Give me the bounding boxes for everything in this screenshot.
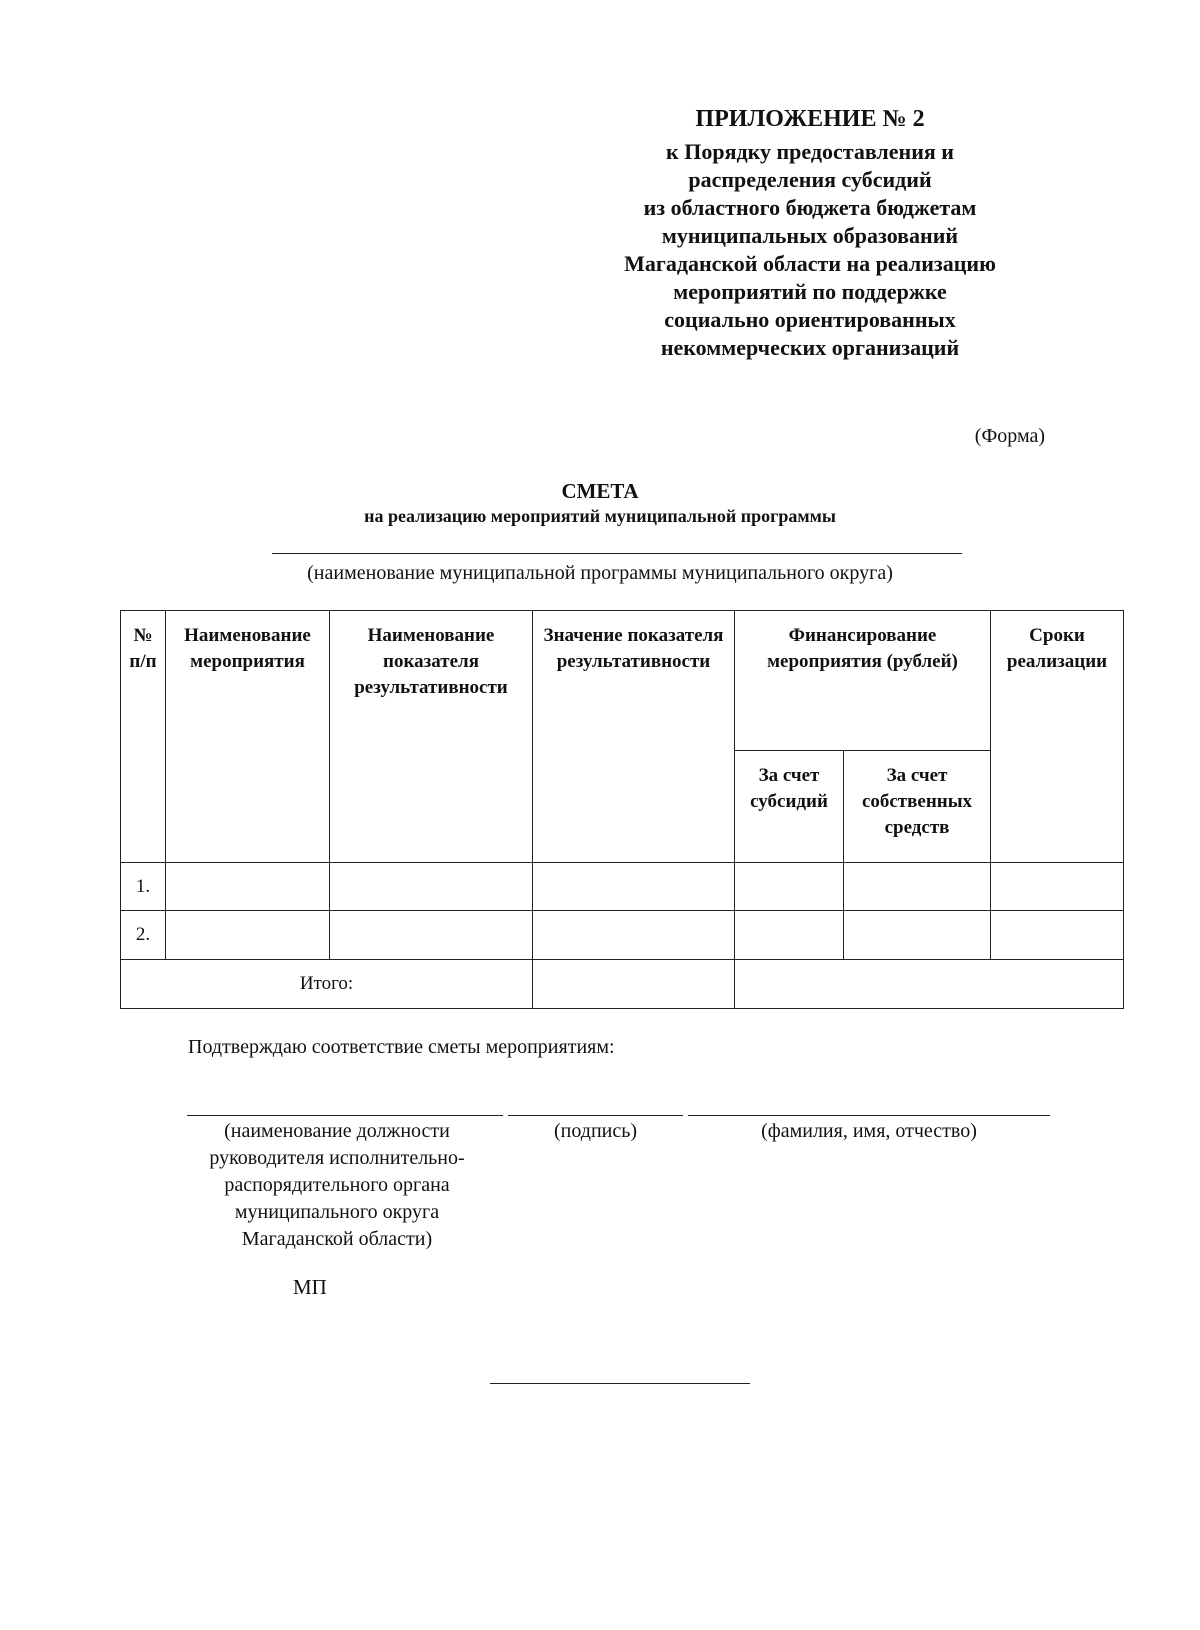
position-caption: (наименование должности руководителя исполнительно-распорядительного органа муниципального округа Магаданской области): [209, 1120, 465, 1250]
table-row: [121, 911, 1124, 960]
position-line: [187, 1115, 503, 1116]
row-number: 2.: [121, 911, 166, 960]
seal-label: МП: [293, 1275, 327, 1299]
total-label: Итого:: [121, 960, 533, 1009]
appendix-line: к Порядку предоставления и: [666, 139, 954, 164]
document-title: СМЕТА: [561, 479, 639, 503]
header-indicator-name: Наименование показателя результативности: [330, 611, 533, 863]
header-terms: Сроки реализации: [991, 611, 1124, 863]
appendix-line: социально ориентированных: [664, 307, 956, 332]
cell-event-name[interactable]: [166, 863, 330, 911]
cell-indicator-name[interactable]: [330, 863, 533, 911]
appendix-title: ПРИЛОЖЕНИЕ № 2: [695, 106, 925, 132]
appendix-line: распределения субсидий: [688, 167, 932, 192]
program-name-line: [272, 553, 962, 554]
appendix-header: [540, 104, 1080, 362]
footer-line: [490, 1383, 750, 1384]
cell-total-value[interactable]: [533, 960, 735, 1009]
full-name-line: [688, 1115, 1050, 1116]
confirmation-text: Подтверждаю соответствие сметы мероприятиям:: [188, 1036, 615, 1058]
document-subtitle: на реализацию мероприятий муниципальной программы: [364, 506, 836, 526]
cell-total-financing[interactable]: [735, 960, 1124, 1009]
estimate-table: [120, 610, 1124, 1009]
cell-terms[interactable]: [991, 863, 1124, 911]
header-indicator-value: Значение показателя результативности: [533, 611, 735, 863]
cell-event-name[interactable]: [166, 911, 330, 960]
header-financing-own: За счет собственных средств: [844, 751, 991, 863]
appendix-line: муниципальных образований: [661, 223, 959, 248]
appendix-line: некоммерческих организаций: [660, 335, 960, 360]
appendix-line: мероприятий по поддержке: [673, 279, 947, 304]
cell-indicator-value[interactable]: [533, 863, 735, 911]
cell-financing-own[interactable]: [844, 863, 991, 911]
total-row: [121, 960, 1124, 1009]
header-financing: Финансирование мероприятия (рублей): [735, 611, 991, 751]
form-label: (Форма): [974, 425, 1045, 447]
table-row: [121, 863, 1124, 911]
header-number: № п/п: [121, 611, 166, 863]
header-financing-subsidies: За счет субсидий: [735, 751, 844, 863]
appendix-line: из областного бюджета бюджетам: [643, 195, 977, 220]
program-name-caption: (наименование муниципальной программы муниципального округа): [307, 562, 893, 584]
appendix-line: Магаданской области на реализацию: [624, 251, 996, 276]
full-name-caption: (фамилия, имя, отчество): [761, 1120, 977, 1142]
cell-indicator-name[interactable]: [330, 911, 533, 960]
cell-terms[interactable]: [991, 911, 1124, 960]
header-event-name: Наименование мероприятия: [166, 611, 330, 863]
row-number: 1.: [121, 863, 166, 911]
cell-financing-subsidies[interactable]: [735, 863, 844, 911]
signature-caption: (подпись): [553, 1120, 638, 1142]
cell-financing-own[interactable]: [844, 911, 991, 960]
signature-line: [508, 1115, 683, 1116]
cell-indicator-value[interactable]: [533, 911, 735, 960]
cell-financing-subsidies[interactable]: [735, 911, 844, 960]
